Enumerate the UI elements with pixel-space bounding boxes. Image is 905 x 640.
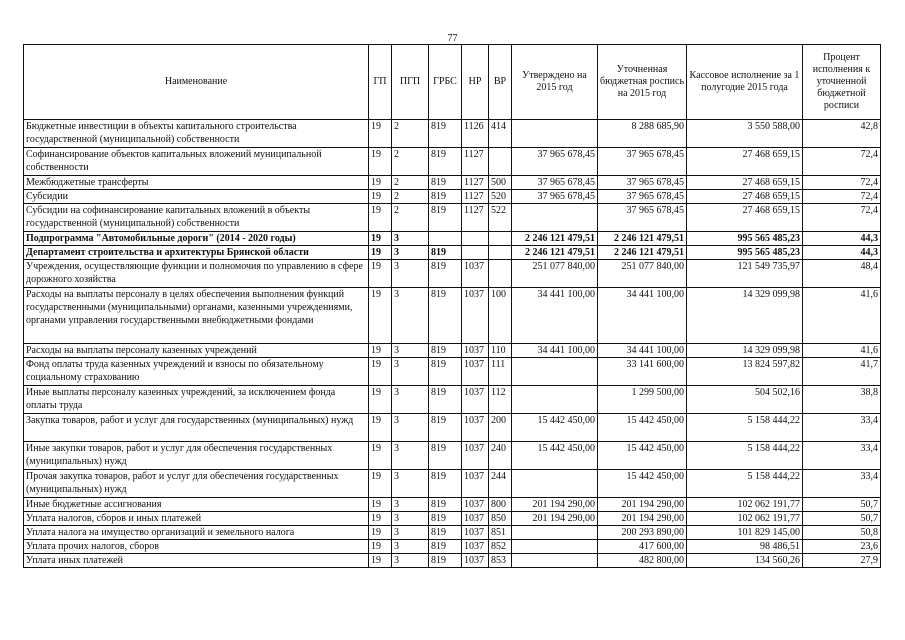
cell-name: Расходы на выплаты персоналу в целях обеспечения выполнения функций государственными (муниципальными) органами, казенными учреждениями, органами управления государственными внебюджетными фондами	[24, 288, 369, 344]
cell-revised: 8 288 685,90	[598, 120, 687, 148]
table-row	[24, 148, 881, 176]
cell-pgp: 2	[392, 204, 429, 232]
cell-pgp: 3	[392, 260, 429, 288]
cell-np: 1037	[462, 386, 489, 414]
cell-vr: 851	[489, 526, 512, 540]
cell-vr: 240	[489, 442, 512, 470]
cell-np: 1037	[462, 498, 489, 512]
cell-gp: 19	[369, 442, 392, 470]
cell-grbs: 819	[429, 414, 462, 442]
cell-vr: 200	[489, 414, 512, 442]
cell-percent: 33,4	[803, 470, 881, 498]
cell-approved: 201 194 290,00	[512, 498, 598, 512]
cell-approved	[512, 526, 598, 540]
cell-revised: 15 442 450,00	[598, 470, 687, 498]
cell-pgp: 3	[392, 498, 429, 512]
cell-grbs: 819	[429, 386, 462, 414]
cell-grbs: 819	[429, 190, 462, 204]
cell-revised: 33 141 600,00	[598, 358, 687, 386]
cell-cash: 3 550 588,00	[687, 120, 803, 148]
cell-gp: 19	[369, 554, 392, 568]
cell-gp: 19	[369, 540, 392, 554]
cell-gp: 19	[369, 246, 392, 260]
cell-approved	[512, 386, 598, 414]
cell-pgp: 3	[392, 358, 429, 386]
cell-percent: 41,6	[803, 288, 881, 344]
cell-percent: 38,8	[803, 386, 881, 414]
table-row	[24, 358, 881, 386]
cell-name: Уплата прочих налогов, сборов	[24, 540, 369, 554]
table-row	[24, 232, 881, 246]
cell-approved: 2 246 121 479,51	[512, 246, 598, 260]
cell-np: 1037	[462, 526, 489, 540]
cell-np: 1037	[462, 260, 489, 288]
cell-cash: 27 468 659,15	[687, 148, 803, 176]
header-np: НР	[462, 45, 489, 120]
cell-vr: 111	[489, 358, 512, 386]
cell-cash: 102 062 191,77	[687, 512, 803, 526]
cell-cash: 504 502,16	[687, 386, 803, 414]
cell-pgp: 2	[392, 176, 429, 190]
cell-np: 1037	[462, 554, 489, 568]
cell-approved: 37 965 678,45	[512, 190, 598, 204]
cell-cash: 13 824 597,82	[687, 358, 803, 386]
cell-gp: 19	[369, 414, 392, 442]
cell-grbs: 819	[429, 442, 462, 470]
cell-name: Уплата налогов, сборов и иных платежей	[24, 512, 369, 526]
cell-revised: 37 965 678,45	[598, 204, 687, 232]
cell-gp: 19	[369, 344, 392, 358]
cell-name: Бюджетные инвестиции в объекты капитального строительства государственной (муниципальной) собственности	[24, 120, 369, 148]
cell-revised: 201 194 290,00	[598, 512, 687, 526]
cell-approved: 15 442 450,00	[512, 414, 598, 442]
cell-name: Прочая закупка товаров, работ и услуг для обеспечения государственных (муниципальных) нужд	[24, 470, 369, 498]
cell-grbs	[429, 232, 462, 246]
cell-cash: 5 158 444,22	[687, 470, 803, 498]
table-row	[24, 512, 881, 526]
cell-name: Уплата иных платежей	[24, 554, 369, 568]
cell-pgp: 2	[392, 190, 429, 204]
cell-np: 1037	[462, 470, 489, 498]
cell-gp: 19	[369, 260, 392, 288]
cell-pgp: 3	[392, 554, 429, 568]
cell-vr	[489, 232, 512, 246]
cell-name: Иные выплаты персоналу казенных учреждений, за исключением фонда оплаты труда	[24, 386, 369, 414]
cell-vr: 110	[489, 344, 512, 358]
table-row	[24, 526, 881, 540]
cell-pgp: 3	[392, 470, 429, 498]
header-pgp: ПГП	[392, 45, 429, 120]
cell-vr: 852	[489, 540, 512, 554]
cell-revised: 15 442 450,00	[598, 414, 687, 442]
cell-cash: 134 560,26	[687, 554, 803, 568]
cell-approved: 251 077 840,00	[512, 260, 598, 288]
cell-grbs: 819	[429, 148, 462, 176]
cell-gp: 19	[369, 120, 392, 148]
cell-percent: 41,7	[803, 358, 881, 386]
cell-cash: 14 329 099,98	[687, 344, 803, 358]
cell-cash: 27 468 659,15	[687, 176, 803, 190]
cell-percent: 33,4	[803, 442, 881, 470]
cell-np: 1127	[462, 190, 489, 204]
table-row	[24, 288, 881, 344]
cell-percent: 48,4	[803, 260, 881, 288]
cell-percent: 27,9	[803, 554, 881, 568]
table-row	[24, 120, 881, 148]
cell-revised: 482 800,00	[598, 554, 687, 568]
header-vr: ВР	[489, 45, 512, 120]
cell-gp: 19	[369, 512, 392, 526]
cell-gp: 19	[369, 288, 392, 344]
cell-pgp: 3	[392, 512, 429, 526]
cell-name: Иные закупки товаров, работ и услуг для обеспечения государственных (муниципальных) нужд	[24, 442, 369, 470]
cell-vr: 853	[489, 554, 512, 568]
table-row	[24, 498, 881, 512]
table-row	[24, 554, 881, 568]
cell-approved: 15 442 450,00	[512, 442, 598, 470]
cell-cash: 14 329 099,98	[687, 288, 803, 344]
cell-np	[462, 232, 489, 246]
cell-revised: 2 246 121 479,51	[598, 246, 687, 260]
cell-cash: 101 829 145,00	[687, 526, 803, 540]
table-row	[24, 386, 881, 414]
cell-name: Учреждения, осуществляющие функции и полномочия по управлению в сфере дорожного хозяйства	[24, 260, 369, 288]
cell-approved: 2 246 121 479,51	[512, 232, 598, 246]
cell-np: 1037	[462, 358, 489, 386]
cell-gp: 19	[369, 498, 392, 512]
cell-revised: 251 077 840,00	[598, 260, 687, 288]
cell-grbs: 819	[429, 176, 462, 190]
cell-cash: 27 468 659,15	[687, 204, 803, 232]
cell-pgp: 3	[392, 414, 429, 442]
cell-pgp: 2	[392, 148, 429, 176]
cell-approved: 37 965 678,45	[512, 148, 598, 176]
cell-gp: 19	[369, 526, 392, 540]
cell-name: Иные бюджетные ассигнования	[24, 498, 369, 512]
cell-approved	[512, 120, 598, 148]
cell-revised: 37 965 678,45	[598, 148, 687, 176]
cell-grbs: 819	[429, 554, 462, 568]
cell-grbs: 819	[429, 260, 462, 288]
cell-np: 1037	[462, 512, 489, 526]
table-row	[24, 260, 881, 288]
header-name: Наименование	[24, 45, 369, 120]
cell-name: Расходы на выплаты персоналу казенных учреждений	[24, 344, 369, 358]
cell-np: 1127	[462, 204, 489, 232]
cell-revised: 37 965 678,45	[598, 176, 687, 190]
cell-gp: 19	[369, 176, 392, 190]
cell-name: Уплата налога на имущество организаций и земельного налога	[24, 526, 369, 540]
cell-revised: 201 194 290,00	[598, 498, 687, 512]
cell-grbs: 819	[429, 288, 462, 344]
cell-gp: 19	[369, 470, 392, 498]
table-row	[24, 204, 881, 232]
cell-approved	[512, 540, 598, 554]
table-row	[24, 442, 881, 470]
cell-name: Субсидии на софинансирование капитальных вложений в объекты государственной (муниципальной) собственности	[24, 204, 369, 232]
cell-pgp: 2	[392, 120, 429, 148]
cell-vr: 800	[489, 498, 512, 512]
table-row	[24, 470, 881, 498]
table-row	[24, 176, 881, 190]
cell-percent: 42,8	[803, 120, 881, 148]
cell-name: Софинансирование объектов капитальных вложений муниципальной собственности	[24, 148, 369, 176]
cell-percent: 72,4	[803, 148, 881, 176]
cell-approved	[512, 204, 598, 232]
table-row	[24, 414, 881, 442]
cell-np: 1037	[462, 442, 489, 470]
header-cash: Кассовое исполнение за 1 полугодие 2015 года	[687, 45, 803, 120]
header-grbs: ГРБС	[429, 45, 462, 120]
cell-grbs: 819	[429, 358, 462, 386]
header-gp: ГП	[369, 45, 392, 120]
cell-cash: 102 062 191,77	[687, 498, 803, 512]
cell-vr: 500	[489, 176, 512, 190]
cell-approved	[512, 470, 598, 498]
cell-approved	[512, 554, 598, 568]
budget-table	[23, 44, 881, 568]
cell-name: Фонд оплаты труда казенных учреждений и взносы по обязательному социальному страхованию	[24, 358, 369, 386]
cell-vr	[489, 148, 512, 176]
cell-approved: 201 194 290,00	[512, 512, 598, 526]
cell-percent: 44,3	[803, 232, 881, 246]
cell-percent: 41,6	[803, 344, 881, 358]
page-number: 77	[447, 33, 458, 44]
cell-cash: 5 158 444,22	[687, 414, 803, 442]
cell-name: Подпрограмма "Автомобильные дороги" (2014 - 2020 годы)	[24, 232, 369, 246]
cell-cash: 121 549 735,97	[687, 260, 803, 288]
cell-grbs: 819	[429, 540, 462, 554]
cell-cash: 27 468 659,15	[687, 190, 803, 204]
cell-percent: 23,6	[803, 540, 881, 554]
cell-gp: 19	[369, 232, 392, 246]
cell-gp: 19	[369, 204, 392, 232]
table-row	[24, 540, 881, 554]
cell-gp: 19	[369, 386, 392, 414]
cell-name: Межбюджетные трансферты	[24, 176, 369, 190]
cell-approved: 34 441 100,00	[512, 344, 598, 358]
table-row	[24, 344, 881, 358]
header-percent: Процент исполнения к уточненной бюджетной росписи	[803, 45, 881, 120]
cell-grbs: 819	[429, 246, 462, 260]
header-revised: Уточненная бюджетная роспись на 2015 год	[598, 45, 687, 120]
cell-revised: 34 441 100,00	[598, 288, 687, 344]
cell-np: 1127	[462, 176, 489, 190]
cell-pgp: 3	[392, 344, 429, 358]
cell-np: 1127	[462, 148, 489, 176]
cell-percent: 50,8	[803, 526, 881, 540]
cell-percent: 50,7	[803, 512, 881, 526]
cell-grbs: 819	[429, 344, 462, 358]
cell-grbs: 819	[429, 526, 462, 540]
table-row	[24, 190, 881, 204]
cell-revised: 37 965 678,45	[598, 190, 687, 204]
cell-revised: 2 246 121 479,51	[598, 232, 687, 246]
header-approved: Утверждено на 2015 год	[512, 45, 598, 120]
cell-pgp: 3	[392, 232, 429, 246]
cell-vr: 112	[489, 386, 512, 414]
table-row	[24, 246, 881, 260]
cell-np: 1037	[462, 344, 489, 358]
cell-cash: 995 565 485,23	[687, 232, 803, 246]
cell-approved: 34 441 100,00	[512, 288, 598, 344]
cell-vr	[489, 246, 512, 260]
cell-grbs: 819	[429, 470, 462, 498]
cell-np: 1037	[462, 288, 489, 344]
cell-grbs: 819	[429, 204, 462, 232]
cell-pgp: 3	[392, 386, 429, 414]
cell-vr: 414	[489, 120, 512, 148]
cell-gp: 19	[369, 148, 392, 176]
cell-cash: 98 486,51	[687, 540, 803, 554]
cell-revised: 15 442 450,00	[598, 442, 687, 470]
cell-grbs: 819	[429, 120, 462, 148]
cell-gp: 19	[369, 190, 392, 204]
cell-pgp: 3	[392, 288, 429, 344]
cell-grbs: 819	[429, 512, 462, 526]
cell-name: Департамент строительства и архитектуры Брянской области	[24, 246, 369, 260]
cell-percent: 33,4	[803, 414, 881, 442]
cell-vr	[489, 260, 512, 288]
cell-pgp: 3	[392, 442, 429, 470]
cell-name: Закупка товаров, работ и услуг для государственных (муниципальных) нужд	[24, 414, 369, 442]
cell-np: 1037	[462, 414, 489, 442]
cell-pgp: 3	[392, 540, 429, 554]
cell-vr: 100	[489, 288, 512, 344]
cell-np: 1126	[462, 120, 489, 148]
cell-gp: 19	[369, 358, 392, 386]
cell-np: 1037	[462, 540, 489, 554]
cell-np	[462, 246, 489, 260]
cell-percent: 50,7	[803, 498, 881, 512]
cell-approved	[512, 358, 598, 386]
cell-approved: 37 965 678,45	[512, 176, 598, 190]
cell-revised: 200 293 890,00	[598, 526, 687, 540]
header-row	[24, 45, 881, 120]
cell-percent: 72,4	[803, 176, 881, 190]
cell-vr: 244	[489, 470, 512, 498]
cell-vr: 522	[489, 204, 512, 232]
cell-revised: 417 600,00	[598, 540, 687, 554]
cell-vr: 850	[489, 512, 512, 526]
cell-revised: 34 441 100,00	[598, 344, 687, 358]
cell-cash: 5 158 444,22	[687, 442, 803, 470]
cell-percent: 72,4	[803, 190, 881, 204]
cell-percent: 44,3	[803, 246, 881, 260]
cell-cash: 995 565 485,23	[687, 246, 803, 260]
cell-percent: 72,4	[803, 204, 881, 232]
cell-revised: 1 299 500,00	[598, 386, 687, 414]
cell-pgp: 3	[392, 246, 429, 260]
cell-pgp: 3	[392, 526, 429, 540]
cell-name: Субсидии	[24, 190, 369, 204]
cell-grbs: 819	[429, 498, 462, 512]
cell-vr: 520	[489, 190, 512, 204]
